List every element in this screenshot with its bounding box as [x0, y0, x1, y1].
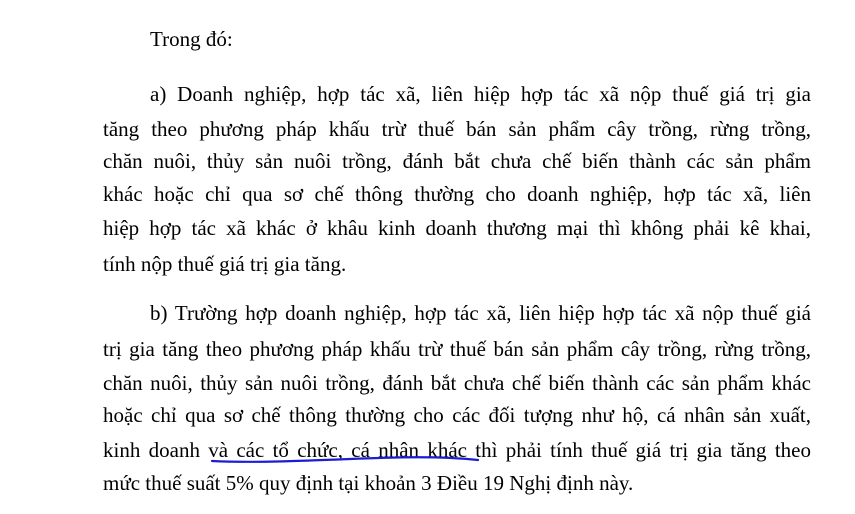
paragraph-a-line-4: khác hoặc chỉ qua sơ chế thông thường cho doanh nghiệp, hợp tác xã, liên [103, 182, 811, 206]
intro-text: Trong đó: [150, 27, 233, 51]
paragraph-a-line-6: tính nộp thuế giá trị gia tăng. [103, 252, 347, 276]
paragraph-a-line-5: hiệp hợp tác xã khác ở khâu kinh doanh thương mại thì không phải kê khai, [103, 216, 811, 240]
paragraph-a-line-1: a) Doanh nghiệp, hợp tác xã, liên hiệp hợp tác xã nộp thuế giá trị gia [150, 82, 811, 106]
paragraph-b-line-4: hoặc chỉ qua sơ chế thông thường cho các đối tượng như hộ, cá nhân sản xuất, [103, 403, 811, 427]
paragraph-a-line-2: tăng theo phương pháp khấu trừ thuế bán sản phẩm cây trồng, rừng trồng, [103, 117, 811, 141]
paragraph-b-line-2: trị gia tăng theo phương pháp khấu trừ thuế bán sản phẩm cây trồng, rừng trồng, [103, 337, 811, 361]
paragraph-b-line-3: chăn nuôi, thủy sản nuôi trồng, đánh bắt chưa chế biến thành các sản phẩm khác [103, 371, 811, 395]
paragraph-b-line-5: kinh doanh và các tổ chức, cá nhân khác thì phải tính thuế giá trị gia tăng theo [103, 438, 811, 462]
paragraph-b-line-1: b) Trường hợp doanh nghiệp, hợp tác xã, liên hiệp hợp tác xã nộp thuế giá [150, 301, 811, 325]
paragraph-b-line-6: mức thuế suất 5% quy định tại khoản 3 Điều 19 Nghị định này. [103, 471, 634, 495]
paragraph-a-line-3: chăn nuôi, thủy sản nuôi trồng, đánh bắt chưa chế biến thành các sản phẩm [103, 149, 811, 173]
